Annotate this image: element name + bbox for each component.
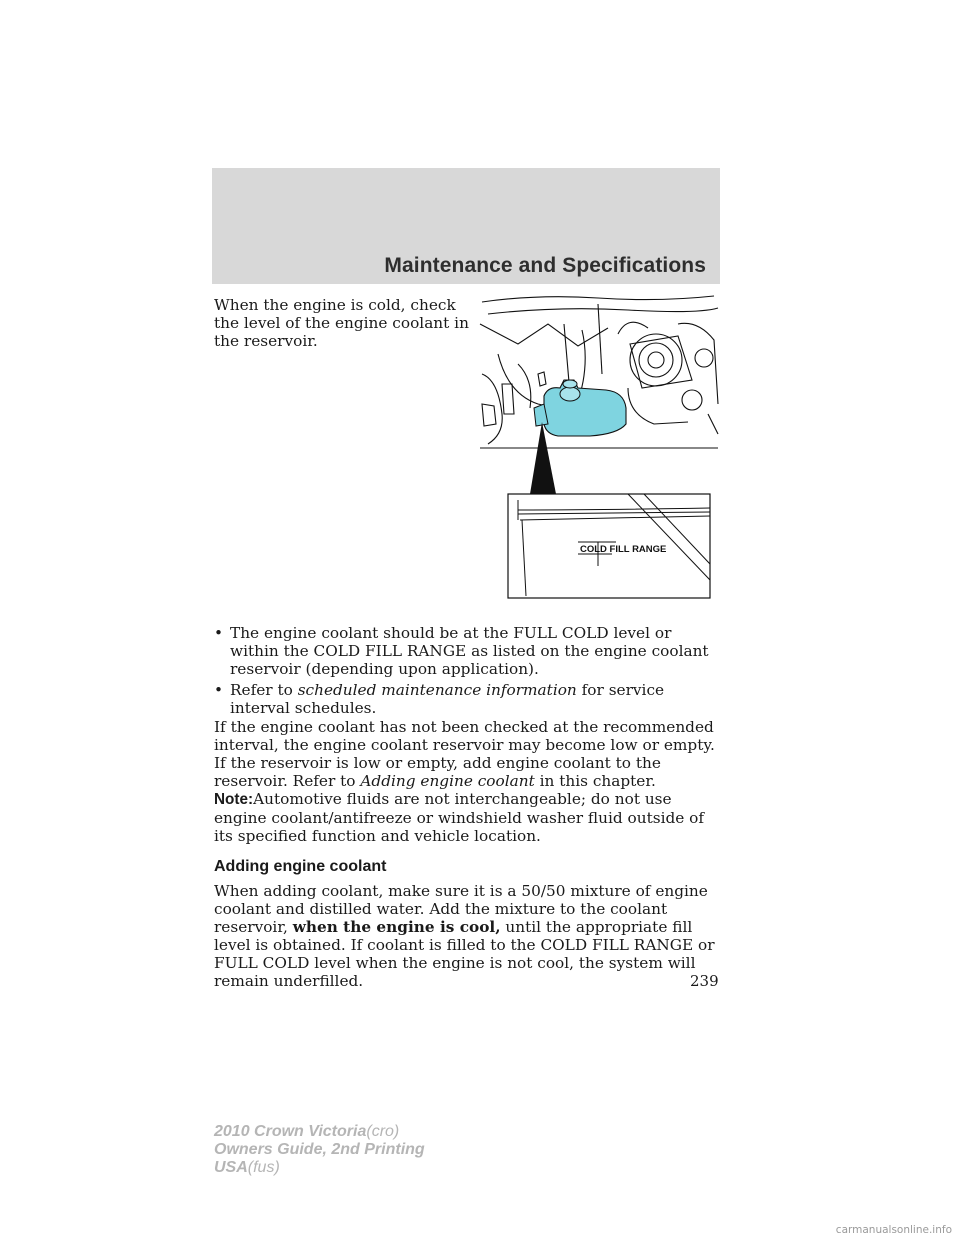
adding-coolant-reference: Adding engine coolant [360,772,535,790]
section-header-band [212,168,720,284]
intro-paragraph: When the engine is cold, check the level of the engine coolant in the reservoir. [214,296,469,350]
section-title: Maintenance and Specifications [384,254,706,277]
low-coolant-paragraph: If the engine coolant has not been checked at the recommended interval, the engine coolant reservoir may become low or empty. If the reservoir is low or empty, add engine coolant to the reservoir. Refer to Adding engine coolant in this chapter. [214,718,715,790]
scheduled-maintenance-reference: scheduled maintenance information [297,681,577,699]
note-paragraph: Note:Automotive fluids are not interchangeable; do not use engine coolant/antifreeze or windshield washer fluid outside of its specified function and vehicle location. [214,790,705,845]
coolant-reservoir-shape [544,380,626,436]
page-number: 239 [690,972,719,990]
document-footer: 2010 Crown Victoria(cro) Owners Guide, 2nd Printing USA(fus) [214,1123,425,1176]
watermark-text: carmanualsonline.info [835,1224,952,1236]
note-label: Note: [214,791,254,808]
cold-fill-range-label: COLD FILL RANGE [580,544,667,555]
bullet-item: • Refer to scheduled maintenance information for service interval schedules. [214,681,665,717]
bullet-list [214,624,724,720]
coolant-reservoir-illustration [478,284,720,604]
adding-coolant-paragraph: When adding coolant, make sure it is a 50/50 mixture of engine coolant and distilled water. Add the mixture to the coolant reservoir, when the engine is cool, until the appropriate fill level is obtained. If coolant is filled to the COLD FILL RANGE or FULL COLD level when the engine is not cool, the system will remain underfilled. [214,882,715,990]
subheading-adding-coolant: Adding engine coolant [214,858,387,875]
bullet-item: • The engine coolant should be at the FULL COLD level or within the COLD FILL RANGE as listed on the engine coolant reservoir (depending upon application). [214,624,709,678]
